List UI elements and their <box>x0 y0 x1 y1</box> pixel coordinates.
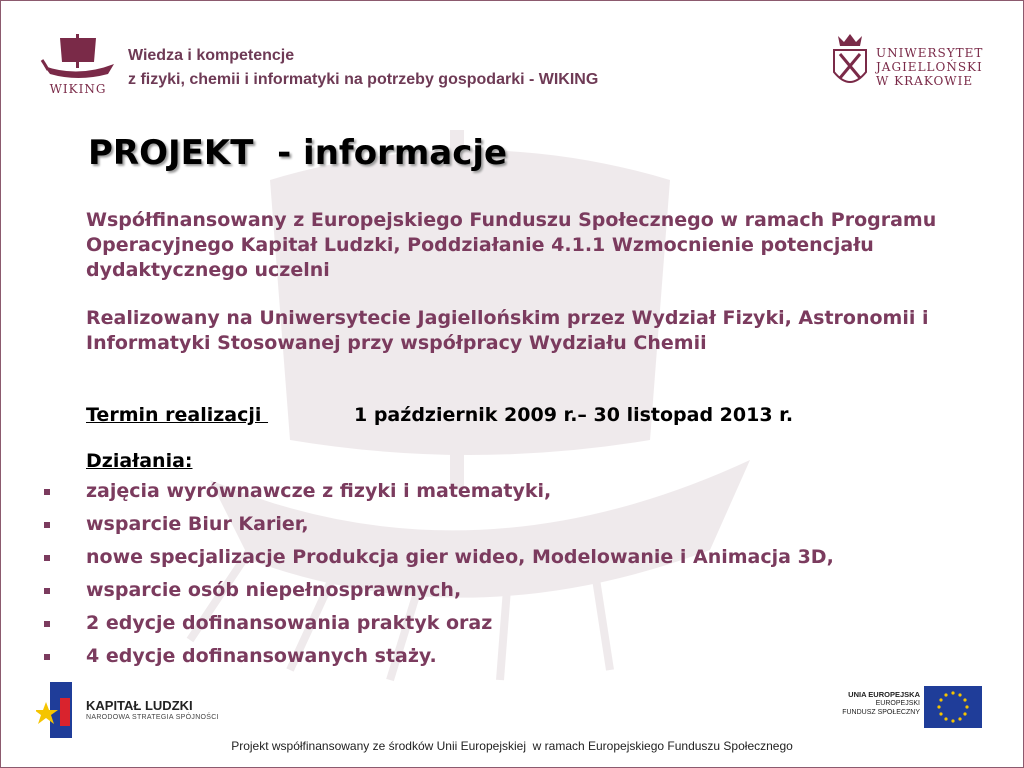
page-title: PROJEKT - informacje <box>88 133 508 173</box>
footer-note: Projekt współfinansowany ze środków Unii Europejskiej w ramach Europejskiego Funduszu Społecznego <box>231 739 793 753</box>
header-line-1: Wiedza i kompetencje <box>128 47 295 64</box>
bullet-icon <box>44 555 50 561</box>
wiking-wordmark: WIKING <box>49 82 107 96</box>
actions-heading: Działania: <box>86 450 193 472</box>
eu-logo <box>836 686 986 732</box>
bullet-icon <box>44 522 50 528</box>
paragraph-funding: Współfinansowany z Europejskiego Funduszu Społecznego w ramach Programu Operacyjnego Kapitał Ludzki, Poddziałanie 4.1.1 Wzmocnienie potencjału dydaktycznego uczelni <box>86 209 937 281</box>
university-logo <box>830 32 990 98</box>
eu-flag-icon <box>924 686 982 728</box>
star-logo-icon <box>36 680 80 740</box>
project-header <box>128 44 598 92</box>
bullet-icon <box>44 588 50 594</box>
eu-text <box>836 690 920 717</box>
wiking-logo <box>38 32 118 98</box>
term-label: Termin realizacji <box>86 404 269 426</box>
eu-line-3: FUNDUSZ SPOŁECZNY <box>842 709 920 716</box>
university-name <box>876 46 983 88</box>
kl-subtitle: NARODOWA STRATEGIA SPÓJNOŚCI <box>86 714 219 721</box>
kapital-ludzki-logo <box>36 680 226 740</box>
eu-line-1: UNIA EUROPEJSKA <box>848 690 920 699</box>
ship-icon <box>38 32 118 82</box>
header-line-2: z fizyki, chemii i informatyki na potrzeby gospodarki - WIKING <box>128 71 599 88</box>
term-row <box>86 404 794 426</box>
kl-name: KAPITAŁ LUDZKI <box>86 698 193 713</box>
term-value: 1 październik 2009 r.– 30 listopad 2013 r. <box>354 404 794 426</box>
bullet-icon <box>44 654 50 660</box>
eu-line-2: EUROPEJSKI <box>875 700 920 707</box>
bullet-icon <box>44 489 50 495</box>
university-line-1: UNIWERSYTET <box>876 46 984 60</box>
university-line-2: JAGIELLOŃSKI <box>876 60 983 74</box>
crest-icon <box>830 32 870 94</box>
paragraph-implementation: Realizowany na Uniwersytecie Jagiellońskim przez Wydział Fizyki, Astronomii i Informatyki Stosowanej przy współpracy Wydziału Chemii <box>86 307 929 354</box>
bullet-icon <box>44 621 50 627</box>
university-line-3: W KRAKOWIE <box>876 74 974 88</box>
